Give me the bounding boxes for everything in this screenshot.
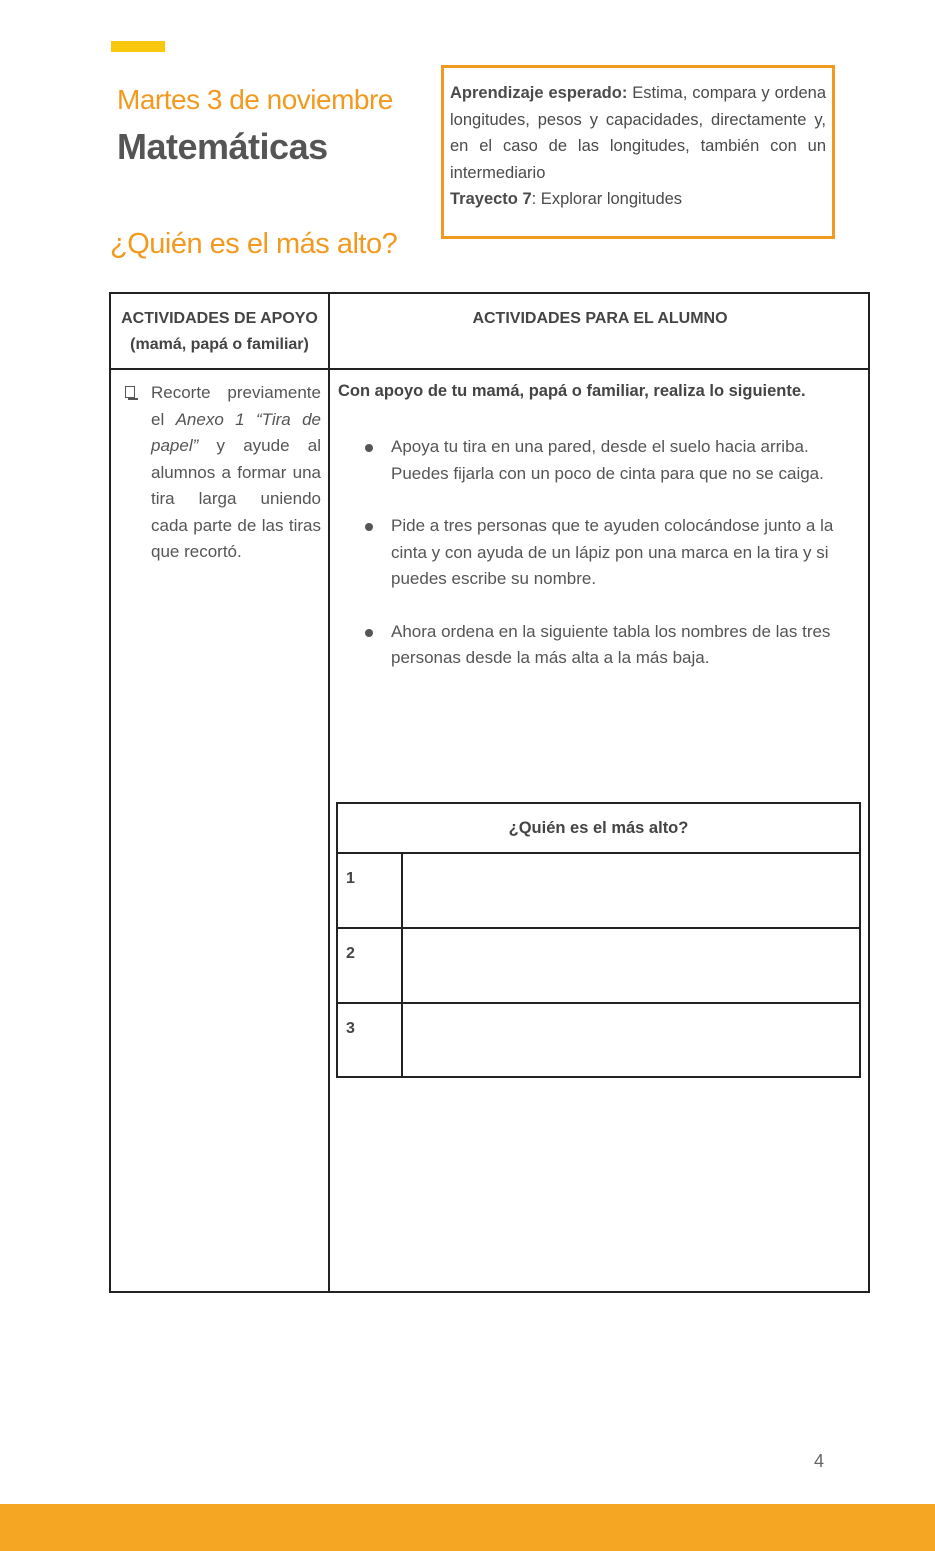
- table-row-divider: [338, 852, 859, 854]
- date-heading: Martes 3 de noviembre: [117, 84, 393, 115]
- support-header-line2: (mamá, papá o familiar): [130, 336, 309, 353]
- footer-bar: [0, 1504, 935, 1551]
- annex-reference: Anexo 1 “Tira de papel”: [151, 409, 321, 455]
- trajectory-text: : Explorar longitudes: [531, 190, 683, 208]
- list-item: [361, 513, 861, 593]
- table-row-divider: [338, 927, 859, 929]
- student-column-header: ACTIVIDADES PARA EL ALUMNO: [472, 310, 728, 327]
- column-divider: [328, 294, 330, 1291]
- height-ranking-table: [336, 802, 861, 1078]
- rank-number: 2: [346, 945, 355, 962]
- rank-number: 3: [346, 1020, 355, 1037]
- support-text-part2: y ayude al alumnos a formar una tira larga uniendo cada parte de las tiras que recortó.: [151, 436, 321, 561]
- header-divider: [111, 368, 868, 370]
- support-activity-text: [151, 380, 321, 566]
- support-activity: [125, 380, 321, 566]
- expected-learning-label: Aprendizaje esperado:: [450, 84, 628, 102]
- bullet-icon: [365, 629, 373, 637]
- learning-expectation-box: [441, 65, 835, 239]
- list-item: [361, 619, 861, 672]
- support-header-line1: ACTIVIDADES DE APOYO: [121, 310, 318, 327]
- bullet-icon: [365, 444, 373, 452]
- bullet-icon: [365, 523, 373, 531]
- trajectory-label: Trayecto 7: [450, 190, 532, 208]
- support-column-header: [111, 306, 328, 358]
- activity-list: [361, 434, 861, 698]
- list-item-text: Ahora ordena en la siguiente tabla los nombres de las tres personas desde la más alta a la más baja.: [391, 621, 831, 667]
- subject-heading: Matemáticas: [117, 126, 328, 167]
- page-number: 4: [814, 1451, 825, 1471]
- list-item-text: Apoya tu tira en una pared, desde el suelo hacia arriba. Puedes fijarla con un poco de cinta para que no se caiga.: [391, 437, 824, 483]
- expected-learning-text: Estima, compara y ordena longitudes, pesos y capacidades, directamente y, en el caso de las longitudes, también con un intermediario: [450, 84, 827, 182]
- table-row-divider: [338, 1002, 859, 1004]
- support-text-part1: Recorte previamente el: [151, 383, 321, 429]
- table-column-divider: [401, 852, 403, 1078]
- rank-number: 1: [346, 870, 355, 887]
- activities-table: [109, 292, 870, 1293]
- checkbox-icon: [125, 386, 135, 398]
- ranking-table-title: ¿Quién es el más alto?: [508, 819, 689, 837]
- student-instruction: Con apoyo de tu mamá, papá o familiar, realiza lo siguiente.: [338, 382, 806, 400]
- accent-bar: [111, 41, 165, 52]
- list-item: [361, 434, 861, 487]
- list-item-text: Pide a tres personas que te ayuden colocándose junto a la cinta y con ayuda de un lápiz pon una marca en la tira y si puedes escribe su nombre.: [391, 516, 834, 588]
- lesson-title: ¿Quién es el más alto?: [110, 228, 398, 260]
